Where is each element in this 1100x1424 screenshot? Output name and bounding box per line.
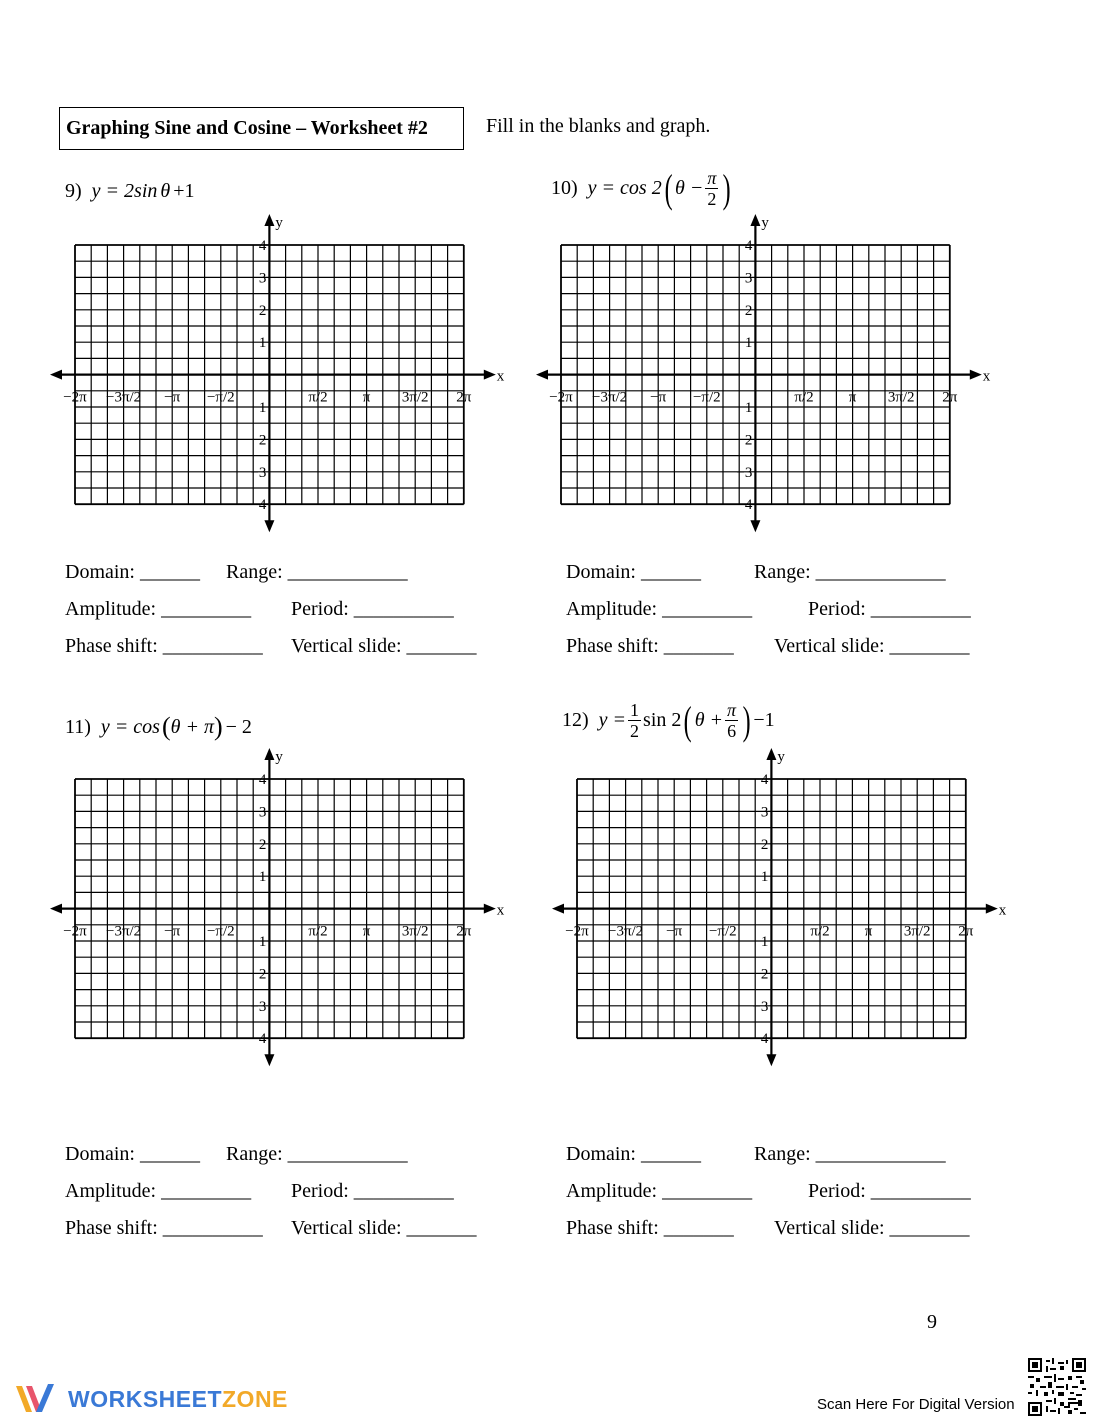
coordinate-grid[interactable] (534, 212, 999, 537)
close-paren: ) (742, 697, 751, 743)
y-axis-arrow-top (264, 748, 274, 760)
x-axis-arrow-right (484, 370, 496, 380)
x-axis-label: x (496, 368, 505, 385)
x-tick-label: π/2 (308, 389, 328, 406)
problem-12-equation (562, 697, 775, 743)
coordinate-grid[interactable] (550, 746, 1015, 1071)
amplitude-blank[interactable]: Amplitude: _________ (65, 598, 252, 620)
y-tick-label: 1 (258, 869, 267, 886)
x-axis-label: x (982, 368, 991, 385)
equation-part: y = cos 2 (587, 177, 662, 199)
y-tick-label: 1 (744, 335, 753, 352)
y-tick-label: −2 (250, 432, 267, 449)
y-axis-label: y (275, 215, 283, 231)
y-tick-label: 1 (760, 869, 769, 886)
y-tick-label: 4 (258, 772, 267, 788)
equation-part: − 2 (225, 715, 252, 738)
fraction-denominator: 2 (707, 189, 717, 209)
y-tick-label: −3 (752, 998, 769, 1015)
amplitude-blank[interactable]: Amplitude: _________ (65, 1180, 252, 1202)
coordinate-grid[interactable] (48, 212, 513, 537)
fraction-denominator: 2 (630, 721, 640, 741)
domain-blank[interactable]: Domain: ______ (65, 561, 200, 583)
y-tick-label: 2 (744, 302, 753, 319)
y-tick-label: −3 (250, 998, 267, 1015)
x-tick-label: −π (164, 923, 181, 940)
y-axis-arrow-bottom (750, 520, 760, 532)
y-tick-label: 1 (258, 335, 267, 352)
y-tick-label: −2 (752, 966, 769, 983)
domain-blank[interactable]: Domain: ______ (566, 1143, 701, 1165)
x-axis-label: x (496, 902, 505, 919)
range-blank[interactable]: Range: ____________ (226, 1143, 408, 1165)
y-tick-label: 2 (258, 836, 267, 853)
x-tick-label: π (848, 389, 857, 406)
page-number: 9 (927, 1311, 937, 1333)
equation-theta: θ + (694, 709, 724, 731)
worksheetzone-logo-icon (14, 1382, 60, 1416)
y-tick-label: 4 (760, 772, 769, 788)
x-tick-label: −2π (63, 389, 87, 406)
fraction-denominator: 6 (727, 721, 737, 741)
vertical-slide-blank[interactable]: Vertical slide: _______ (291, 1217, 477, 1239)
x-tick-label: −π/2 (206, 923, 235, 940)
scan-text: Scan Here For Digital Version (817, 1396, 1015, 1413)
vertical-slide-blank[interactable]: Vertical slide: ________ (774, 1217, 970, 1239)
fraction (705, 168, 718, 209)
y-axis-label: y (275, 749, 283, 765)
x-tick-label: π (362, 389, 371, 406)
y-tick-label: −1 (250, 400, 267, 416)
graph-problem-10[interactable] (534, 212, 999, 537)
phase-shift-blank[interactable]: Phase shift: __________ (65, 1217, 263, 1239)
brand-name: WORKSHEETZONE (68, 1385, 288, 1412)
close-paren: ) (213, 712, 223, 741)
coefficient-fraction (628, 700, 641, 741)
vertical-slide-blank[interactable]: Vertical slide: _______ (291, 635, 477, 657)
y-axis-arrow-bottom (766, 1054, 776, 1066)
equation-part: sin 2 (643, 709, 682, 731)
y-tick-label: 3 (258, 270, 267, 287)
fraction-numerator: π (707, 168, 717, 188)
x-tick-label: −π (164, 389, 181, 406)
x-axis-label: x (998, 902, 1007, 919)
graph-problem-12[interactable] (550, 746, 1015, 1071)
open-paren: ( (664, 165, 673, 211)
x-tick-label: 2π (958, 923, 974, 940)
x-tick-label: −3π/2 (105, 389, 142, 406)
x-tick-label: 3π/2 (903, 923, 931, 940)
equation-inner: θ + π (170, 715, 214, 738)
equation-theta: θ − (675, 177, 704, 199)
period-blank[interactable]: Period: __________ (291, 1180, 454, 1202)
brand-logo[interactable] (14, 1382, 288, 1416)
y-axis-arrow-bottom (264, 520, 274, 532)
x-tick-label: 3π/2 (887, 389, 915, 406)
x-axis-arrow-right (986, 904, 998, 914)
range-blank[interactable]: Range: _____________ (754, 561, 946, 583)
y-axis-label: y (777, 749, 785, 765)
x-tick-label: π (362, 923, 371, 940)
y-tick-label: 4 (258, 238, 267, 254)
problem-10-equation (551, 165, 734, 211)
x-tick-label: −3π/2 (607, 923, 644, 940)
x-axis-arrow-left (536, 370, 548, 380)
x-axis-arrow-left (50, 904, 62, 914)
graph-problem-11[interactable] (48, 746, 513, 1071)
x-tick-label: π/2 (794, 389, 814, 406)
x-tick-label: 2π (456, 389, 472, 406)
x-tick-label: π/2 (810, 923, 830, 940)
instructions: Fill in the blanks and graph. (486, 115, 711, 137)
period-blank[interactable]: Period: __________ (291, 598, 454, 620)
fraction-numerator: π (727, 700, 737, 720)
equation-part: y = cos (100, 715, 160, 738)
amplitude-blank[interactable]: Amplitude: _________ (566, 598, 753, 620)
qr-code-icon[interactable] (1028, 1358, 1086, 1416)
close-paren: ) (723, 165, 732, 211)
x-tick-label: −3π/2 (105, 923, 142, 940)
phase-shift-blank[interactable]: Phase shift: _______ (566, 635, 734, 657)
period-blank[interactable]: Period: __________ (808, 598, 971, 620)
x-tick-label: 2π (456, 923, 472, 940)
y-axis-arrow-top (264, 214, 274, 226)
x-tick-label: −2π (549, 389, 573, 406)
y-tick-label: −1 (752, 934, 769, 950)
problem-number: 12) (562, 709, 589, 731)
x-tick-label: −π/2 (708, 923, 737, 940)
y-tick-label: −2 (736, 432, 753, 449)
y-axis-arrow-bottom (264, 1054, 274, 1066)
y-tick-label: 3 (258, 804, 267, 821)
equation-theta: θ (160, 180, 171, 202)
y-tick-label: −3 (736, 464, 753, 481)
y-tick-label: −2 (250, 966, 267, 983)
y-tick-label: −3 (250, 464, 267, 481)
y-axis-arrow-top (766, 748, 776, 760)
x-tick-label: 3π/2 (401, 389, 429, 406)
x-axis-arrow-left (50, 370, 62, 380)
x-tick-label: −π/2 (692, 389, 721, 406)
y-tick-label: 3 (744, 270, 753, 287)
problem-number: 10) (551, 177, 578, 199)
domain-blank[interactable]: Domain: ______ (65, 1143, 200, 1165)
open-paren: ( (684, 697, 693, 743)
y-tick-label: 2 (760, 836, 769, 853)
problem-11-equation (65, 712, 252, 742)
x-axis-arrow-right (970, 370, 982, 380)
equation-part: −1 (753, 709, 775, 731)
problem-number: 11) (65, 715, 91, 738)
problem-number: 9) (65, 180, 82, 202)
x-axis-arrow-left (552, 904, 564, 914)
x-tick-label: −π (666, 923, 683, 940)
equation-part: y = 2sin (91, 180, 158, 202)
equation-part: y = (598, 709, 627, 731)
x-tick-label: −3π/2 (591, 389, 628, 406)
y-tick-label: −4 (752, 1031, 769, 1048)
fraction (725, 700, 738, 741)
graph-problem-9[interactable] (48, 212, 513, 537)
x-tick-label: 2π (942, 389, 958, 406)
y-tick-label: −1 (736, 400, 753, 416)
domain-blank[interactable]: Domain: ______ (566, 561, 701, 583)
coordinate-grid[interactable] (48, 746, 513, 1071)
open-paren: ( (161, 712, 171, 741)
equation-part: +1 (173, 180, 195, 202)
fraction-numerator: 1 (630, 700, 640, 720)
phase-shift-blank[interactable]: Phase shift: _______ (566, 1217, 734, 1239)
period-blank[interactable]: Period: __________ (808, 1180, 971, 1202)
x-tick-label: 3π/2 (401, 923, 429, 940)
problem-9-equation (65, 180, 195, 203)
y-tick-label: −4 (250, 1031, 267, 1048)
x-tick-label: π/2 (308, 923, 328, 940)
y-tick-label: 3 (760, 804, 769, 821)
vertical-slide-blank[interactable]: Vertical slide: ________ (774, 635, 970, 657)
worksheet-title: Graphing Sine and Cosine – Worksheet #2 (59, 107, 464, 150)
range-blank[interactable]: Range: ____________ (226, 561, 408, 583)
amplitude-blank[interactable]: Amplitude: _________ (566, 1180, 753, 1202)
x-tick-label: −2π (565, 923, 589, 940)
x-tick-label: −π/2 (206, 389, 235, 406)
x-tick-label: −2π (63, 923, 87, 940)
phase-shift-blank[interactable]: Phase shift: __________ (65, 635, 263, 657)
y-tick-label: −1 (250, 934, 267, 950)
y-tick-label: 2 (258, 302, 267, 319)
y-tick-label: 4 (744, 238, 753, 254)
x-tick-label: π (864, 923, 873, 940)
y-tick-label: −4 (250, 497, 267, 514)
y-tick-label: −4 (736, 497, 753, 514)
x-axis-arrow-right (484, 904, 496, 914)
y-axis-label: y (761, 215, 769, 231)
range-blank[interactable]: Range: _____________ (754, 1143, 946, 1165)
y-axis-arrow-top (750, 214, 760, 226)
x-tick-label: −π (650, 389, 667, 406)
